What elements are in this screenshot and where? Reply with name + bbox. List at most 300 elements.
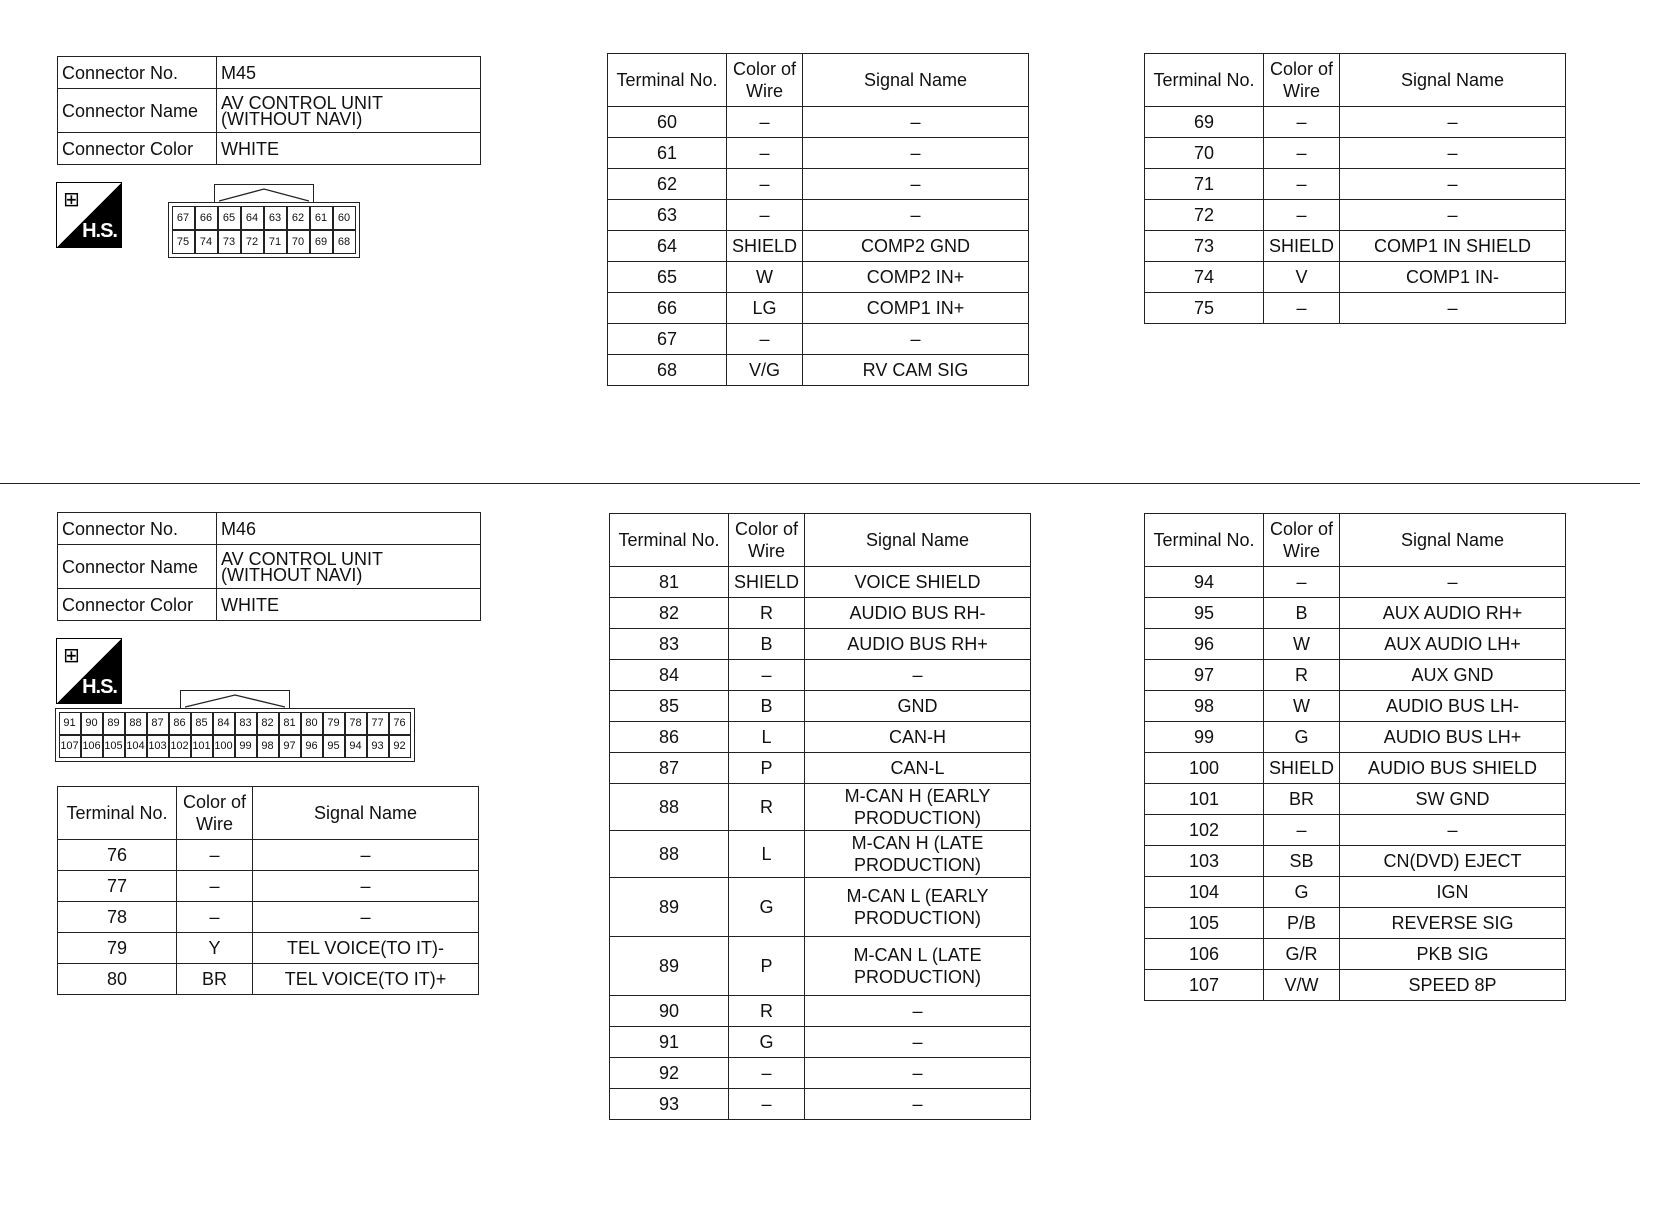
signal-name-cell: – (1340, 293, 1566, 324)
connector-pin: 86 (169, 712, 191, 735)
table-row (1145, 722, 1566, 753)
wire-color-cell: G (1264, 722, 1340, 753)
connector-pin: 93 (367, 735, 389, 758)
wire-color-cell: G (1264, 877, 1340, 908)
connector-pin: 71 (264, 230, 287, 254)
connector-pin: 85 (191, 712, 213, 735)
connector-pin: 68 (333, 230, 356, 254)
wire-color-cell: – (727, 107, 803, 138)
connector-pin: 101 (191, 735, 213, 758)
signal-name-line1: M-CAN H (EARLY (844, 786, 991, 806)
connector-pin: 91 (59, 712, 81, 735)
wire-color-cell: – (727, 138, 803, 169)
table-row (1145, 231, 1566, 262)
connector-color-label: Connector Color (58, 133, 217, 165)
connector-pin: 89 (103, 712, 125, 735)
table-row (610, 937, 1031, 996)
signal-name-cell: COMP1 IN+ (803, 293, 1029, 324)
signal-name-cell: – (1340, 169, 1566, 200)
wire-color-cell: R (729, 598, 805, 629)
connector-pin: 95 (323, 735, 345, 758)
connector-name-line1: AV CONTROL UNIT (221, 548, 384, 569)
terminal-no-cell: 64 (608, 231, 727, 262)
connector-pin: 61 (310, 206, 333, 230)
signal-name-cell: AUDIO BUS LH+ (1340, 722, 1566, 753)
connector-glyph-icon: ⊞ (63, 645, 80, 667)
terminal-no-cell: 83 (610, 629, 729, 660)
connector-pin: 99 (235, 735, 257, 758)
connector-pin: 98 (257, 735, 279, 758)
signal-name-cell: IGN (1340, 877, 1566, 908)
connector-pin: 84 (213, 712, 235, 735)
signal-name-cell: – (1340, 567, 1566, 598)
signal-name-cell: – (803, 324, 1029, 355)
signal-name-line1: M-CAN L (EARLY (846, 886, 989, 906)
signal-name-header: Signal Name (805, 514, 1031, 567)
wire-color-cell: – (727, 324, 803, 355)
terminal-no-cell: 97 (1145, 660, 1264, 691)
connector-pin: 83 (235, 712, 257, 735)
terminal-no-cell: 93 (610, 1089, 729, 1120)
connector-pin: 80 (301, 712, 323, 735)
wire-color-cell: – (727, 169, 803, 200)
wire-color-cell: W (1264, 691, 1340, 722)
signal-name-cell: CN(DVD) EJECT (1340, 846, 1566, 877)
signal-name-cell: – (803, 200, 1029, 231)
table-row (1145, 660, 1566, 691)
signal-name-cell: REVERSE SIG (1340, 908, 1566, 939)
connector-pin: 63 (264, 206, 287, 230)
latch-marker-icon (219, 188, 309, 202)
connector-pin: 79 (323, 712, 345, 735)
connector-body (55, 708, 415, 762)
signal-name-cell: – (1340, 138, 1566, 169)
wire-color-cell: R (1264, 660, 1340, 691)
wire-color-cell: G (729, 878, 805, 937)
signal-name-cell: SPEED 8P (1340, 970, 1566, 1001)
terminal-no-cell: 75 (1145, 293, 1264, 324)
terminal-no-cell: 91 (610, 1027, 729, 1058)
wire-color-cell: – (729, 1058, 805, 1089)
terminal-no-cell: 80 (58, 964, 177, 995)
table-row (608, 200, 1029, 231)
wire-color-cell: P (729, 937, 805, 996)
hs-badge-label: H.S. (82, 220, 117, 242)
signal-name-cell: COMP2 GND (803, 231, 1029, 262)
signal-name-header: Signal Name (253, 787, 479, 840)
wire-color-cell: – (729, 660, 805, 691)
wire-color-cell: SHIELD (1264, 753, 1340, 784)
connector-pin: 78 (345, 712, 367, 735)
connector-no-value: M45 (217, 57, 481, 89)
table-row (610, 722, 1031, 753)
signal-name-cell: – (1340, 200, 1566, 231)
connector-pin: 106 (81, 735, 103, 758)
table-row (1145, 691, 1566, 722)
wire-color-cell: L (729, 722, 805, 753)
wire-color-cell: – (729, 1089, 805, 1120)
wire-color-cell: – (1264, 293, 1340, 324)
signal-name-line2: PRODUCTION) (854, 855, 981, 875)
connector-name-line2: (WITHOUT NAVI) (221, 108, 363, 129)
signal-name-cell: COMP1 IN SHIELD (1340, 231, 1566, 262)
connector-pin: 107 (59, 735, 81, 758)
signal-name-line1: M-CAN H (LATE (851, 833, 984, 853)
wire-color-cell: B (729, 629, 805, 660)
signal-name-cell: AUDIO BUS RH+ (805, 629, 1031, 660)
signal-name-cell (805, 937, 1031, 996)
wire-color-cell: L (729, 831, 805, 878)
terminal-no-cell: 101 (1145, 784, 1264, 815)
wire-color-cell: P/B (1264, 908, 1340, 939)
table-row (58, 933, 479, 964)
wire-color-cell: B (729, 691, 805, 722)
table-row (608, 169, 1029, 200)
signal-name-cell: CAN-L (805, 753, 1031, 784)
terminal-no-cell: 61 (608, 138, 727, 169)
wire-color-header: Color of Wire (1264, 514, 1340, 567)
signal-name-cell: COMP2 IN+ (803, 262, 1029, 293)
signal-name-line1: M-CAN L (LATE (853, 945, 982, 965)
wire-color-cell: LG (727, 293, 803, 324)
terminal-no-cell: 69 (1145, 107, 1264, 138)
table-row (1145, 293, 1566, 324)
terminal-table-69-75 (1144, 53, 1566, 324)
wire-color-cell: W (1264, 629, 1340, 660)
connector-face-m46 (55, 690, 415, 762)
connector-name-line1: AV CONTROL UNIT (221, 92, 384, 113)
table-row (1145, 815, 1566, 846)
wire-color-cell: SHIELD (727, 231, 803, 262)
terminal-no-cell: 82 (610, 598, 729, 629)
table-row (1145, 784, 1566, 815)
signal-name-cell: COMP1 IN- (1340, 262, 1566, 293)
signal-name-cell: CAN-H (805, 722, 1031, 753)
table-row (58, 902, 479, 933)
terminal-no-cell: 71 (1145, 169, 1264, 200)
wire-color-cell: B (1264, 598, 1340, 629)
table-row (610, 753, 1031, 784)
signal-name-cell: – (805, 1027, 1031, 1058)
terminal-no-cell: 106 (1145, 939, 1264, 970)
hs-badge-label: H.S. (82, 676, 117, 698)
table-row (610, 996, 1031, 1027)
signal-name-cell: GND (805, 691, 1031, 722)
connector-name-label: Connector Name (58, 545, 217, 589)
wire-color-cell: SHIELD (729, 567, 805, 598)
signal-name-line2: PRODUCTION) (854, 908, 981, 928)
terminal-no-cell: 79 (58, 933, 177, 964)
connector-pin: 75 (172, 230, 195, 254)
terminal-no-cell: 88 (610, 831, 729, 878)
connector-pin: 104 (125, 735, 147, 758)
signal-name-cell: AUX GND (1340, 660, 1566, 691)
table-row (1145, 908, 1566, 939)
connector-name-label: Connector Name (58, 89, 217, 133)
signal-name-cell: VOICE SHIELD (805, 567, 1031, 598)
connector-pin: 103 (147, 735, 169, 758)
connector-no-value: M46 (217, 513, 481, 545)
signal-name-cell: AUDIO BUS RH- (805, 598, 1031, 629)
terminal-no-cell: 88 (610, 784, 729, 831)
terminal-no-header: Terminal No. (1145, 514, 1264, 567)
wire-color-cell: – (727, 200, 803, 231)
wire-color-cell: – (177, 902, 253, 933)
terminal-no-header: Terminal No. (608, 54, 727, 107)
terminal-no-cell: 102 (1145, 815, 1264, 846)
latch-marker-icon (185, 694, 285, 708)
wire-color-cell: SHIELD (1264, 231, 1340, 262)
connector-pin: 92 (389, 735, 411, 758)
table-row (608, 138, 1029, 169)
connector-pin: 90 (81, 712, 103, 735)
terminal-no-cell: 65 (608, 262, 727, 293)
table-row (610, 1027, 1031, 1058)
table-row (1145, 629, 1566, 660)
hs-badge-icon (56, 182, 122, 248)
wire-color-cell: – (1264, 107, 1340, 138)
connector-pin: 73 (218, 230, 241, 254)
terminal-no-cell: 81 (610, 567, 729, 598)
signal-name-cell: – (253, 840, 479, 871)
terminal-no-cell: 77 (58, 871, 177, 902)
terminal-table-76-80 (57, 786, 479, 995)
wire-color-cell: – (177, 871, 253, 902)
signal-name-cell: – (805, 996, 1031, 1027)
signal-name-cell: – (1340, 107, 1566, 138)
connector-pin: 72 (241, 230, 264, 254)
terminal-no-cell: 96 (1145, 629, 1264, 660)
table-row (1145, 567, 1566, 598)
connector-pin: 64 (241, 206, 264, 230)
connector-pin: 76 (389, 712, 411, 735)
signal-name-cell: – (805, 1089, 1031, 1120)
terminal-no-cell: 70 (1145, 138, 1264, 169)
connector-color-label: Connector Color (58, 589, 217, 621)
wire-color-cell: – (1264, 138, 1340, 169)
terminal-no-cell: 73 (1145, 231, 1264, 262)
terminal-no-cell: 78 (58, 902, 177, 933)
wire-color-cell: P (729, 753, 805, 784)
terminal-no-cell: 95 (1145, 598, 1264, 629)
table-row (610, 629, 1031, 660)
table-row (58, 871, 479, 902)
terminal-no-cell: 85 (610, 691, 729, 722)
table-row (608, 262, 1029, 293)
connector-no-label: Connector No. (58, 57, 217, 89)
connector-name-value (217, 545, 481, 589)
connector-pin: 60 (333, 206, 356, 230)
wire-color-header: Color of Wire (729, 514, 805, 567)
signal-name-cell: AUDIO BUS SHIELD (1340, 753, 1566, 784)
table-row (610, 1089, 1031, 1120)
terminal-no-cell: 89 (610, 937, 729, 996)
table-row (610, 691, 1031, 722)
connector-face-m45 (168, 184, 360, 258)
table-row (1145, 753, 1566, 784)
wire-color-cell: G (729, 1027, 805, 1058)
connector-pin: 97 (279, 735, 301, 758)
terminal-no-cell: 66 (608, 293, 727, 324)
wire-color-cell: V/G (727, 355, 803, 386)
table-row (610, 1058, 1031, 1089)
signal-name-line2: PRODUCTION) (854, 967, 981, 987)
terminal-no-cell: 89 (610, 878, 729, 937)
terminal-table-60-68 (607, 53, 1029, 386)
wire-color-cell: – (1264, 200, 1340, 231)
signal-name-cell: – (253, 902, 479, 933)
terminal-no-cell: 94 (1145, 567, 1264, 598)
connector-pin: 74 (195, 230, 218, 254)
signal-name-cell: – (253, 871, 479, 902)
connector-pin: 96 (301, 735, 323, 758)
signal-name-cell (805, 878, 1031, 937)
connector-pin: 67 (172, 206, 195, 230)
connector-pin: 94 (345, 735, 367, 758)
signal-name-cell: AUDIO BUS LH- (1340, 691, 1566, 722)
terminal-no-cell: 107 (1145, 970, 1264, 1001)
signal-name-cell (805, 831, 1031, 878)
connector-info-m46 (57, 512, 481, 621)
wire-color-cell: Y (177, 933, 253, 964)
table-row (1145, 169, 1566, 200)
connector-pin: 65 (218, 206, 241, 230)
connector-pin: 105 (103, 735, 125, 758)
connector-color-value: WHITE (217, 589, 481, 621)
terminal-no-cell: 98 (1145, 691, 1264, 722)
terminal-table-81-93 (609, 513, 1031, 1120)
terminal-no-cell: 84 (610, 660, 729, 691)
terminal-no-cell: 92 (610, 1058, 729, 1089)
table-row (610, 784, 1031, 831)
connector-pin: 66 (195, 206, 218, 230)
table-row (608, 231, 1029, 262)
table-row (610, 831, 1031, 878)
terminal-no-cell: 62 (608, 169, 727, 200)
signal-name-cell: TEL VOICE(TO IT)- (253, 933, 479, 964)
wire-color-cell: – (1264, 815, 1340, 846)
signal-name-cell: – (805, 660, 1031, 691)
table-row (1145, 970, 1566, 1001)
connector-pin: 81 (279, 712, 301, 735)
wire-color-cell: V (1264, 262, 1340, 293)
signal-name-header: Signal Name (803, 54, 1029, 107)
connector-pin: 62 (287, 206, 310, 230)
terminal-no-cell: 103 (1145, 846, 1264, 877)
terminal-no-cell: 72 (1145, 200, 1264, 231)
table-row (610, 598, 1031, 629)
table-row (1145, 138, 1566, 169)
signal-name-cell: – (803, 169, 1029, 200)
signal-name-header: Signal Name (1340, 514, 1566, 567)
connector-glyph-icon: ⊞ (63, 189, 80, 211)
terminal-no-cell: 74 (1145, 262, 1264, 293)
table-row (610, 567, 1031, 598)
signal-name-cell: SW GND (1340, 784, 1566, 815)
signal-name-cell: AUX AUDIO RH+ (1340, 598, 1566, 629)
terminal-no-cell: 104 (1145, 877, 1264, 908)
wire-color-cell: – (177, 840, 253, 871)
wire-color-cell: R (729, 784, 805, 831)
signal-name-cell: – (1340, 815, 1566, 846)
connector-no-label: Connector No. (58, 513, 217, 545)
table-row (1145, 598, 1566, 629)
connector-pin: 87 (147, 712, 169, 735)
connector-name-line2: (WITHOUT NAVI) (221, 564, 363, 585)
connector-pin: 82 (257, 712, 279, 735)
signal-name-header: Signal Name (1340, 54, 1566, 107)
terminal-table-94-107 (1144, 513, 1566, 1001)
table-row (58, 840, 479, 871)
table-row (1145, 939, 1566, 970)
connector-pin: 69 (310, 230, 333, 254)
terminal-no-cell: 68 (608, 355, 727, 386)
wire-color-cell: – (1264, 567, 1340, 598)
terminal-no-cell: 67 (608, 324, 727, 355)
wire-color-header: Color of Wire (177, 787, 253, 840)
table-row (608, 293, 1029, 324)
connector-pin: 100 (213, 735, 235, 758)
signal-name-cell: RV CAM SIG (803, 355, 1029, 386)
terminal-no-cell: 100 (1145, 753, 1264, 784)
connector-pin: 88 (125, 712, 147, 735)
table-row (1145, 846, 1566, 877)
signal-name-cell: PKB SIG (1340, 939, 1566, 970)
table-row (1145, 107, 1566, 138)
terminal-no-cell: 105 (1145, 908, 1264, 939)
connector-pin: 102 (169, 735, 191, 758)
signal-name-cell (805, 784, 1031, 831)
signal-name-cell: – (803, 107, 1029, 138)
section-divider (0, 483, 1640, 484)
terminal-no-cell: 76 (58, 840, 177, 871)
terminal-no-cell: 87 (610, 753, 729, 784)
wire-color-header: Color of Wire (727, 54, 803, 107)
wire-color-header: Color of Wire (1264, 54, 1340, 107)
terminal-no-cell: 60 (608, 107, 727, 138)
table-row (1145, 877, 1566, 908)
connector-body (168, 202, 360, 258)
connector-color-value: WHITE (217, 133, 481, 165)
terminal-no-header: Terminal No. (610, 514, 729, 567)
connector-pin: 77 (367, 712, 389, 735)
signal-name-cell: – (803, 138, 1029, 169)
terminal-no-cell: 63 (608, 200, 727, 231)
terminal-no-cell: 86 (610, 722, 729, 753)
table-row (1145, 262, 1566, 293)
wire-color-cell: R (729, 996, 805, 1027)
table-row (1145, 200, 1566, 231)
connector-info-m45 (57, 56, 481, 165)
table-row (58, 964, 479, 995)
signal-name-cell: AUX AUDIO LH+ (1340, 629, 1566, 660)
wire-color-cell: SB (1264, 846, 1340, 877)
connector-name-value (217, 89, 481, 133)
signal-name-line2: PRODUCTION) (854, 808, 981, 828)
terminal-no-cell: 99 (1145, 722, 1264, 753)
wire-color-cell: G/R (1264, 939, 1340, 970)
wire-color-cell: W (727, 262, 803, 293)
wire-color-cell: V/W (1264, 970, 1340, 1001)
wire-color-cell: – (1264, 169, 1340, 200)
terminal-no-header: Terminal No. (1145, 54, 1264, 107)
table-row (608, 355, 1029, 386)
table-row (610, 660, 1031, 691)
table-row (610, 878, 1031, 937)
connector-pin: 70 (287, 230, 310, 254)
signal-name-cell: – (805, 1058, 1031, 1089)
wire-color-cell: BR (1264, 784, 1340, 815)
